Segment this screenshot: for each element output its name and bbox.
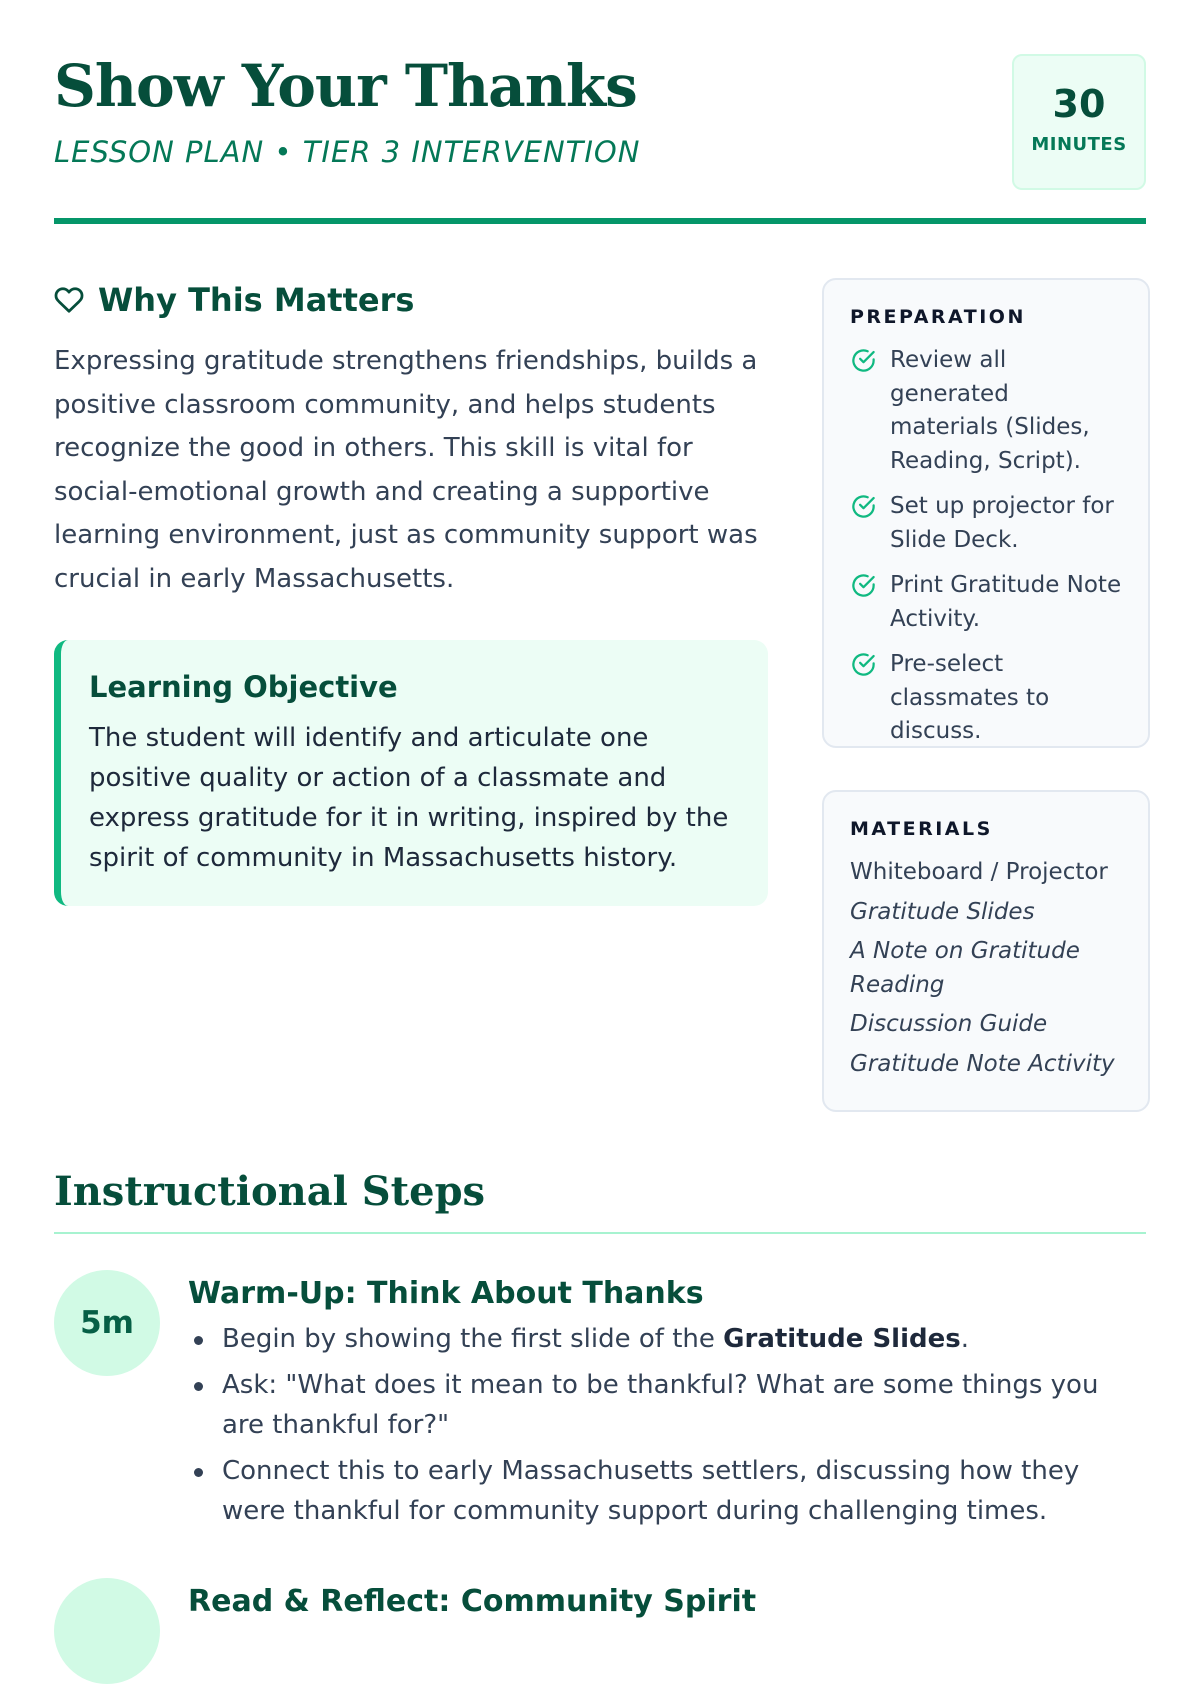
preparation-item [850,569,1124,636]
materials-item: Gratitude Slides [850,898,1035,925]
steps-heading: Instructional Steps [54,1168,486,1215]
preparation-item-text: Set up projector for Slide Deck. [890,493,1114,553]
main-column [54,280,768,873]
page-subtitle: LESSON PLAN • TIER 3 INTERVENTION [54,135,641,169]
step-bullet: Ask: "What does it mean to be thankful? What are some things you are thankful for?" [188,1365,1146,1445]
check-circle-icon [850,347,877,374]
steps-divider [54,1232,1146,1234]
materials-item: A Note on Gratitude Reading [850,938,1080,998]
preparation-list [850,344,1124,749]
check-circle-icon [850,572,877,599]
materials-heading: MATERIALS [850,818,993,840]
materials-item: Discussion Guide [850,1011,1048,1037]
duration-badge [1012,54,1146,190]
step-bullet-text: . [960,1324,969,1354]
header-divider [54,218,1146,224]
duration-unit: MINUTES [1031,134,1127,155]
step-bullets [188,1319,1146,1531]
preparation-item-text: Review all generated materials (Slides, Reading, Script). [890,347,1090,474]
step-title: Read & Reflect: Community Spirit [188,1584,757,1619]
check-circle-icon [850,493,877,520]
preparation-item [850,490,1124,557]
step-bullet [188,1319,1146,1359]
step-bullet: Connect this to early Massachusetts settlers, discussing how they were thankful for community support during challenging times. [188,1451,1146,1531]
preparation-item [850,344,1124,478]
materials-card [822,790,1150,1112]
preparation-card [822,278,1150,748]
step-title: Warm-Up: Think About Thanks [188,1276,704,1311]
objective-text: The student will identify and articulate one positive quality or action of a classmate and express gratitude for it in writing, inspired by the spirit of community in Massachusetts history. [89,723,729,873]
page-title: Show Your Thanks [54,52,637,120]
step-bullet-bold: Gratitude Slides [723,1324,961,1354]
heart-icon [54,285,84,315]
step-body [188,1578,1146,1619]
materials-item: Gratitude Note Activity [850,1050,1115,1077]
materials-list [850,856,1124,1081]
why-text: Expressing gratitude strengthens friendships, builds a positive classroom community, and helps students recognize the good in others. This skill is vital for social-emotional growth and creating a supportive learning environment, just as community support was crucial in early Massachusetts. [54,346,758,594]
preparation-heading: PREPARATION [850,306,1026,328]
page-header [54,0,1146,225]
objective-heading: Learning Objective [89,670,398,704]
step-duration-badge: 5m [54,1270,160,1376]
why-section-heading [54,280,768,320]
learning-objective-box [54,640,768,906]
preparation-item-text: Pre-select classmates to discuss. [890,651,1050,744]
step-bullet-text: Begin by showing the first slide of the [222,1324,724,1354]
step-body [188,1270,1146,1537]
preparation-item [850,648,1124,749]
preparation-item-text: Print Gratitude Note Activity. [890,572,1122,632]
step-duration-badge [54,1578,160,1684]
duration-value: 30 [1052,82,1106,126]
why-heading-text: Why This Matters [98,281,415,319]
materials-item: Whiteboard / Projector [850,859,1108,885]
check-circle-icon [850,651,877,678]
